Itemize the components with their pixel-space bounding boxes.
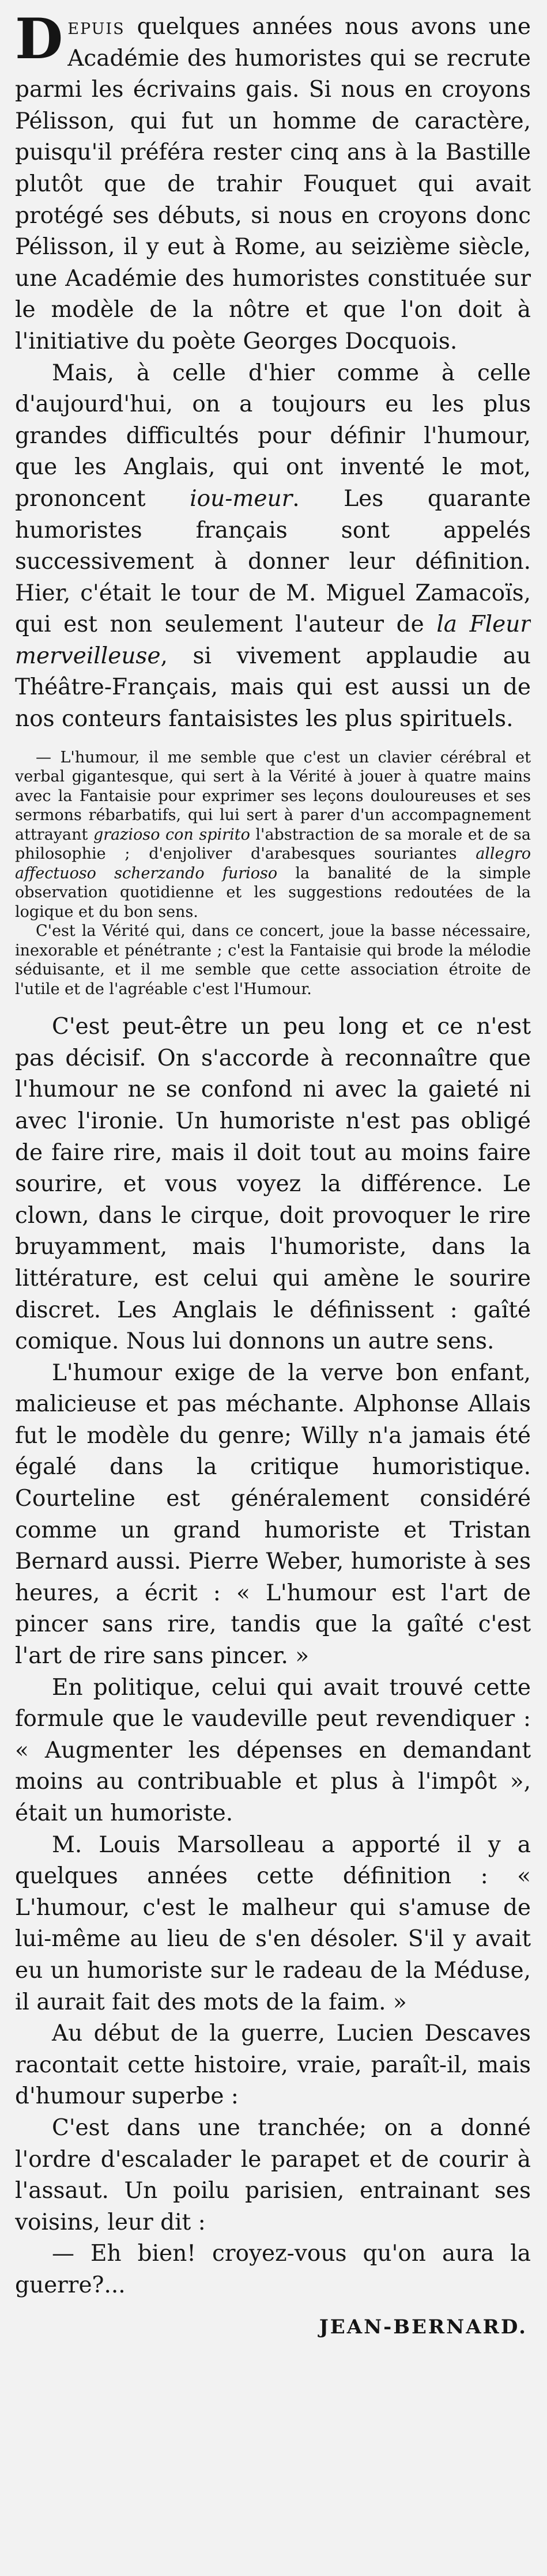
article-column	[15, 12, 531, 2559]
quote-italic-1: grazioso con spirito	[93, 825, 250, 844]
paragraph-4: L'humour exige de la verve bon enfant, malicieuse et pas méchante. Alphonse Allais fut le modèle du genre; Willy n'a jamais été égalé dans la critique humoristique. Courteline est généralement considéré comme un grand humoriste et Tristan Bernard aussi. Pierre Weber, humoriste à ses heures, a écrit : « L'humour est l'art de pincer sans rire, tandis que la gaîté c'est l'art de rire sans pincer. »	[15, 1359, 531, 1670]
paragraph-9: — Eh bien! croyez-vous qu'on aura la guerre?...	[15, 2241, 531, 2298]
quote-1-text-a: — L'humour, il me semble que c'est un clavier cérébral et verbal gigantesque, qui sert à la Vérité à jouer à quatre mains avec la Fantaisie pour exprimer ses leçons douloureuses et ses sermons rébarbatifs, qui lui sert à parer d'un accompagnement attrayant	[15, 748, 531, 844]
article-body	[15, 12, 531, 735]
paragraph-8: C'est dans une tranchée; on a donné l'ordre d'escalader le parapet et de courir à l'assaut. Un poilu parisien, entrainant ses voisins, leur dit :	[15, 2114, 531, 2235]
paragraph-2-text-a: Mais, à celle d'hier comme à celle d'aujourd'hui, on a toujours eu les plus grandes difficultés pour définir l'humour, que les Anglais, qui ont inventé le mot, prononcent	[15, 360, 531, 512]
quote-italic-2: allegro affectuoso scherzando furioso	[15, 845, 531, 882]
paragraph-2-text-c: , si vivement applaudie au Théâtre-Français, mais qui est aussi un de nos conteurs fantaisistes les plus spirituels.	[15, 643, 531, 732]
quote-1-text-b: l'abstraction de sa morale et de sa philosophie ; d'enjoliver d'arabesques souriantes	[15, 825, 531, 863]
paragraph-7: Au début de la guerre, Lucien Descaves racontait cette histoire, vraie, paraît-il, mais d'humour superbe :	[15, 2020, 531, 2110]
drop-cap: D	[15, 12, 63, 71]
pronunciation-italic: iou-meur	[190, 485, 293, 512]
quote-paragraph-2: C'est la Vérité qui, dans ce concert, joue la basse nécessaire, inexorable et pénétrante ; c'est la Fantaisie qui brode la mélodie séduisante, et il me semble que cette association étroite de l'utile et de l'agréable c'est l'Humour.	[15, 922, 531, 998]
paragraph-2-text-b: . Les quarante humoristes français sont appelés successivement à donner leur définition. Hier, c'était le tour de M. Miguel Zamacoïs, qui est non seulement l'auteur de	[15, 485, 531, 638]
paragraph-5: En politique, celui qui avait trouvé cette formule que le vaudeville peut revendiquer : « Augmenter les dépenses en demandant moins au contribuable et plus à l'impôt », était un humoriste.	[15, 1674, 531, 1826]
opening-word: epuis	[67, 14, 125, 40]
quote-1-text-c: la banalité de la simple observation quotidienne et les suggestions redoutées de la logique et du bon sens.	[15, 864, 531, 921]
quoted-definition	[15, 748, 531, 999]
article-body-continued	[15, 1011, 531, 2301]
quote-paragraph-1	[15, 748, 531, 922]
work-title-italic: la Fleur merveilleuse	[15, 611, 531, 669]
author-signature: JEAN-BERNARD.	[319, 2315, 527, 2339]
paragraph-1-text: quelques années nous avons une Académie des humoristes qui se recrute parmi les écrivains gais. Si nous en croyons Pélisson, qui fut un homme de caractère, puisqu'il préféra rester cinq ans à la Bastille plutôt que de trahir Fouquet qui avait protégé ses débuts, si nous en croyons donc Pélisson, il y eut à Rome, au seizième siècle, une Académie des humoristes constituée sur le modèle de la nôtre et que l'on doit à l'initiative du poète Georges Docquois.	[15, 14, 531, 354]
paragraph-6: M. Louis Marsolleau a apporté il y a quelques années cette définition : « L'humour, c'est le malheur qui s'amuse de lui-même au lieu de s'en désoler. S'il y avait eu un humoriste sur le radeau de la Méduse, il aurait fait des mots de la faim. »	[15, 1831, 531, 2015]
paragraph-1	[15, 12, 531, 358]
paragraph-3: C'est peut-être un peu long et ce n'est pas décisif. On s'accorde à reconnaître que l'humour ne se confond ni avec la gaieté ni avec l'ironie. Un humoriste n'est pas obligé de faire rire, mais il doit tout au moins faire sourire, et vous voyez la différence. Le clown, dans le cirque, doit provoquer le rire bruyamment, mais l'humoriste, dans la littérature, est celui qui amène le sourire discret. Les Anglais le définissent : gaîté comique. Nous lui donnons un autre sens.	[15, 1014, 531, 1355]
paragraph-2	[15, 358, 531, 735]
